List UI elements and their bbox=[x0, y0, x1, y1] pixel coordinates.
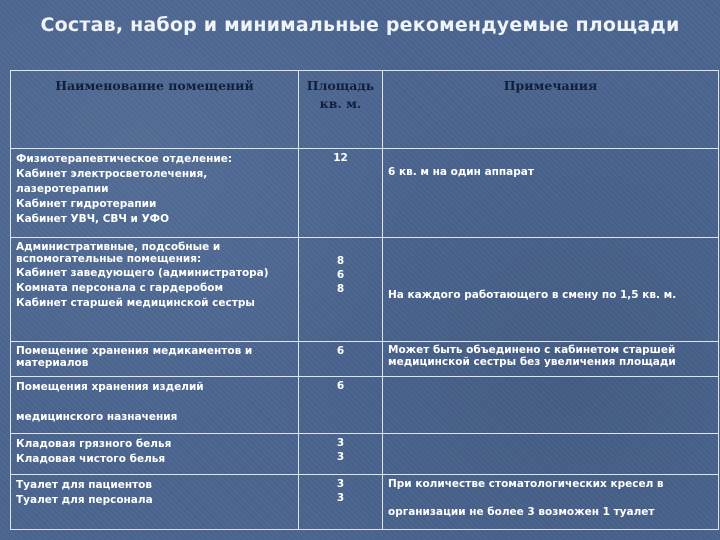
area-value: 12 bbox=[333, 151, 348, 164]
area-cell bbox=[299, 238, 383, 342]
room-name-cell bbox=[11, 342, 299, 377]
area-value: 6 bbox=[336, 379, 345, 392]
room-name: медицинского назначения bbox=[16, 410, 178, 423]
note-cell bbox=[383, 238, 719, 342]
table-row bbox=[11, 342, 719, 377]
note-cell bbox=[383, 148, 719, 238]
table-row bbox=[11, 238, 719, 342]
room-name-cell bbox=[11, 238, 299, 342]
room-name-cell bbox=[11, 434, 299, 475]
note-cell bbox=[383, 376, 719, 433]
area-cell bbox=[299, 474, 383, 529]
area-cell bbox=[299, 434, 383, 475]
room-name: лазеротерапии bbox=[16, 182, 109, 195]
page-title: Состав, набор и минимальные рекомендуемые площади bbox=[40, 14, 680, 36]
note-text: На каждого работающего в смену по 1,5 кв. м. bbox=[388, 289, 677, 302]
room-name: Комната персонала с гардеробом bbox=[16, 282, 224, 295]
room-name: Административные, подсобные и вспомогательные помещения: bbox=[16, 241, 221, 266]
table-row bbox=[11, 148, 719, 238]
header-room-name bbox=[11, 71, 299, 149]
header-note bbox=[383, 71, 719, 149]
note-text: При количестве стоматологических кресел в bbox=[388, 477, 664, 490]
room-name: Физиотерапевтическое отделение: bbox=[16, 152, 233, 165]
room-name-cell bbox=[11, 148, 299, 238]
room-name: Помещение хранения медикаментов и материалов bbox=[16, 345, 253, 370]
area-cell bbox=[299, 376, 383, 433]
area-value: 3 bbox=[336, 491, 345, 504]
area-value: 6 bbox=[336, 269, 345, 282]
area-value: 3 bbox=[336, 437, 345, 450]
spacer bbox=[16, 395, 293, 409]
room-name-cell bbox=[11, 376, 299, 433]
note-cell bbox=[383, 342, 719, 377]
room-name: Туалет для пациентов bbox=[16, 478, 153, 491]
header-note-text: Примечания bbox=[503, 78, 598, 93]
table-row bbox=[11, 434, 719, 475]
area-value: 8 bbox=[336, 283, 345, 296]
note-cell bbox=[383, 474, 719, 529]
table-row bbox=[11, 376, 719, 433]
header-area-line1: Площадь bbox=[306, 78, 375, 93]
note-cell bbox=[383, 434, 719, 475]
header-room-name-text: Наименование помещений bbox=[55, 78, 254, 93]
area-cell bbox=[299, 148, 383, 238]
rooms-table bbox=[10, 70, 719, 530]
note-text: организации не более 3 возможен 1 туалет bbox=[388, 505, 655, 518]
table-header-row bbox=[11, 71, 719, 149]
room-name: Помещения хранения изделий bbox=[16, 380, 204, 393]
room-name: Кабинет электросветолечения, bbox=[16, 167, 208, 180]
spacer bbox=[388, 491, 713, 505]
note-text: 6 кв. м на один аппарат bbox=[388, 165, 534, 178]
area-value: 3 bbox=[336, 451, 345, 464]
area-cell bbox=[299, 342, 383, 377]
area-value: 8 bbox=[336, 255, 345, 268]
area-value: 6 bbox=[336, 345, 345, 358]
room-name-cell bbox=[11, 474, 299, 529]
room-name: Туалет для персонала bbox=[16, 493, 153, 506]
note-text: Может быть объединено с кабинетом старшей медицинской сестры без увеличения площади bbox=[388, 344, 676, 369]
room-name: Кабинет заведующего (администратора) bbox=[16, 267, 269, 280]
table-row bbox=[11, 474, 719, 529]
room-name: Кабинет УВЧ, СВЧ и УФО bbox=[16, 212, 169, 225]
header-area-line2: кв. м. bbox=[319, 96, 362, 111]
area-value: 3 bbox=[336, 477, 345, 490]
room-name: Кабинет старшей медицинской сестры bbox=[16, 297, 255, 310]
header-area bbox=[299, 71, 383, 149]
room-name: Кладовая грязного белья bbox=[16, 438, 172, 451]
room-name: Кабинет гидротерапии bbox=[16, 197, 157, 210]
room-name: Кладовая чистого белья bbox=[16, 453, 166, 466]
